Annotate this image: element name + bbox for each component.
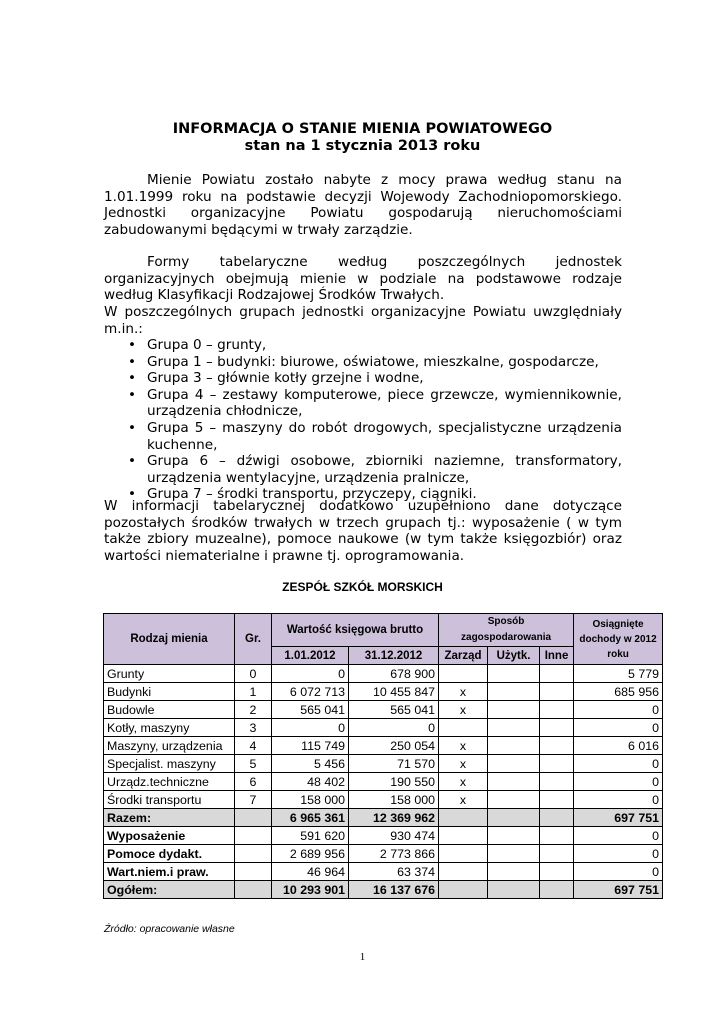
table-row xyxy=(104,755,663,773)
empty-cell xyxy=(235,881,272,899)
group-number: 6 xyxy=(235,773,272,791)
row-label: Specjalist. maszyny xyxy=(104,755,235,773)
header-inne: Inne xyxy=(540,647,574,665)
inne-mark xyxy=(540,665,574,683)
value-end: 678 900 xyxy=(349,665,439,683)
zarzad-mark: x xyxy=(439,701,488,719)
header-date-start: 1.01.2012 xyxy=(272,647,349,665)
page-number: 1 xyxy=(359,951,366,963)
value-end: 250 054 xyxy=(349,737,439,755)
inne-mark xyxy=(540,683,574,701)
empty-cell xyxy=(488,881,540,899)
list-item: • Grupa 3 – głównie kotły grzejne i wodne, xyxy=(104,370,622,387)
list-item: • Grupa 7 – środki transportu, przyczepy, ciągniki. xyxy=(104,486,622,503)
value-income: 6 016 xyxy=(574,737,663,755)
value-end: 10 455 847 xyxy=(349,683,439,701)
uzytk-mark xyxy=(488,737,540,755)
table-row xyxy=(104,737,663,755)
value-start: 158 000 xyxy=(272,791,349,809)
value-end: 63 374 xyxy=(349,863,439,881)
paragraph-groups-intro: W poszczególnych grupach jednostki organizacyjne Powiatu uwzględniały m.in.: xyxy=(104,304,622,337)
empty-cell xyxy=(439,881,488,899)
zarzad-mark xyxy=(439,719,488,737)
list-item: • Grupa 1 – budynki: biurowe, oświatowe, mieszkalne, gospodarcze, xyxy=(104,354,622,371)
value-income: 697 751 xyxy=(574,881,663,899)
inne-mark xyxy=(540,719,574,737)
paragraph-forms-text: Formy tabelaryczne według poszczególnych jednostek organizacyjnych obejmują mienie w podziale na podstawowe rodzaje według Klasyfikacji Rodzajowej Środków Trwałych. xyxy=(104,254,622,304)
value-income: 0 xyxy=(574,827,663,845)
empty-cell xyxy=(540,845,574,863)
header-sposob: Sposób zagospodarowania xyxy=(439,614,574,647)
empty-cell xyxy=(488,845,540,863)
empty-cell xyxy=(439,863,488,881)
empty-cell xyxy=(439,827,488,845)
table-row xyxy=(104,719,663,737)
table-row-ogolem xyxy=(104,881,663,899)
assets-table xyxy=(103,613,663,899)
table-row xyxy=(104,845,663,863)
value-end: 71 570 xyxy=(349,755,439,773)
empty-cell xyxy=(439,845,488,863)
inne-mark xyxy=(540,737,574,755)
uzytk-mark xyxy=(488,755,540,773)
empty-cell xyxy=(439,809,488,827)
empty-cell xyxy=(540,863,574,881)
source-note: Źródło: opracowanie własne xyxy=(104,923,235,935)
zarzad-mark: x xyxy=(439,755,488,773)
uzytk-mark xyxy=(488,701,540,719)
empty-cell xyxy=(540,809,574,827)
header-uzytk: Użytk. xyxy=(488,647,540,665)
inne-mark xyxy=(540,791,574,809)
value-income: 697 751 xyxy=(574,809,663,827)
list-item: • Grupa 0 – grunty, xyxy=(104,337,622,354)
value-end: 930 474 xyxy=(349,827,439,845)
row-label: Środki transportu xyxy=(104,791,235,809)
value-income: 0 xyxy=(574,773,663,791)
table-body xyxy=(104,665,663,809)
inne-mark xyxy=(540,773,574,791)
inne-mark xyxy=(540,701,574,719)
row-label: Ogółem: xyxy=(104,881,235,899)
zarzad-mark: x xyxy=(439,791,488,809)
empty-cell xyxy=(235,863,272,881)
header-gr: Gr. xyxy=(235,614,272,665)
value-income: 0 xyxy=(574,701,663,719)
value-end: 16 137 676 xyxy=(349,881,439,899)
uzytk-mark xyxy=(488,791,540,809)
table-row xyxy=(104,791,663,809)
paragraph-intro-text: Mienie Powiatu zostało nabyte z mocy prawa według stanu na 1.01.1999 roku na podstawie decyzji Wojewody Zachodniopomorskiego. Jednostki organizacyjne Powiatu gospodarują nieruchomościami zabudowanymi będącymi w trwały zarządzie. xyxy=(104,172,622,238)
empty-cell xyxy=(488,809,540,827)
row-label: Pomoce dydakt. xyxy=(104,845,235,863)
zarzad-mark: x xyxy=(439,773,488,791)
section-title: ZESPÓŁ SZKÓŁ MORSKICH xyxy=(282,580,443,594)
table-row xyxy=(104,683,663,701)
value-end: 12 369 962 xyxy=(349,809,439,827)
table-row xyxy=(104,665,663,683)
value-income: 0 xyxy=(574,863,663,881)
header-wartosc: Wartość księgowa brutto xyxy=(272,614,439,647)
uzytk-mark xyxy=(488,719,540,737)
value-end: 190 550 xyxy=(349,773,439,791)
group-number: 5 xyxy=(235,755,272,773)
value-income: 0 xyxy=(574,719,663,737)
uzytk-mark xyxy=(488,773,540,791)
header-zarzad: Zarząd xyxy=(439,647,488,665)
groups-list xyxy=(104,337,622,503)
value-income: 5 779 xyxy=(574,665,663,683)
value-start: 5 456 xyxy=(272,755,349,773)
list-item: • Grupa 5 – maszyny do robót drogowych, specjalistyczne urządzenia kuchenne, xyxy=(104,420,622,453)
value-start: 10 293 901 xyxy=(272,881,349,899)
value-end: 0 xyxy=(349,719,439,737)
row-label: Maszyny, urządzenia xyxy=(104,737,235,755)
row-label: Kotły, maszyny xyxy=(104,719,235,737)
empty-cell xyxy=(235,845,272,863)
empty-cell xyxy=(540,881,574,899)
value-income: 0 xyxy=(574,845,663,863)
uzytk-mark xyxy=(488,683,540,701)
value-end: 565 041 xyxy=(349,701,439,719)
list-item: • Grupa 6 – dźwigi osobowe, zbiorniki naziemne, transformatory, urządzenia wentylacyjne, urządzenia pralnicze, xyxy=(104,453,622,486)
inne-mark xyxy=(540,755,574,773)
empty-cell xyxy=(488,863,540,881)
value-start: 48 402 xyxy=(272,773,349,791)
table-row xyxy=(104,773,663,791)
row-label: Wart.niem.i praw. xyxy=(104,863,235,881)
page-title: INFORMACJA O STANIE MIENIA POWIATOWEGO xyxy=(172,121,553,137)
row-label: Budowle xyxy=(104,701,235,719)
group-number: 7 xyxy=(235,791,272,809)
value-income: 685 956 xyxy=(574,683,663,701)
value-start: 0 xyxy=(272,719,349,737)
header-date-end: 31.12.2012 xyxy=(349,647,439,665)
paragraph-intro xyxy=(104,172,622,238)
paragraph-table-info: W informacji tabelarycznej dodatkowo uzupełniono dane dotyczące pozostałych środków trwałych w trzech grupach tj.: wyposażenie ( w tym także zbiory muzealne), pomoce naukowe (w tym także księgozbiór) oraz wartości niematerialne i prawne tj. oprogramowania. xyxy=(104,498,622,564)
value-start: 6 072 713 xyxy=(272,683,349,701)
value-start: 46 964 xyxy=(272,863,349,881)
empty-cell xyxy=(540,827,574,845)
group-number: 4 xyxy=(235,737,272,755)
header-dochody: Osiągnięte dochody w 2012 roku xyxy=(574,614,663,665)
value-end: 158 000 xyxy=(349,791,439,809)
value-start: 6 965 361 xyxy=(272,809,349,827)
value-income: 0 xyxy=(574,755,663,773)
list-item: • Grupa 4 – zestawy komputerowe, piece grzewcze, wymiennikownie, urządzenia chłodnicze, xyxy=(104,387,622,420)
table-row xyxy=(104,827,663,845)
value-start: 591 620 xyxy=(272,827,349,845)
empty-cell xyxy=(488,827,540,845)
row-label: Razem: xyxy=(104,809,235,827)
table-row xyxy=(104,701,663,719)
value-start: 2 689 956 xyxy=(272,845,349,863)
row-label: Grunty xyxy=(104,665,235,683)
group-number: 3 xyxy=(235,719,272,737)
row-label: Wyposażenie xyxy=(104,827,235,845)
group-number: 1 xyxy=(235,683,272,701)
uzytk-mark xyxy=(488,665,540,683)
table-row xyxy=(104,863,663,881)
group-number: 2 xyxy=(235,701,272,719)
value-end: 2 773 866 xyxy=(349,845,439,863)
value-start: 0 xyxy=(272,665,349,683)
empty-cell xyxy=(235,809,272,827)
value-start: 115 749 xyxy=(272,737,349,755)
row-label: Budynki xyxy=(104,683,235,701)
value-start: 565 041 xyxy=(272,701,349,719)
zarzad-mark: x xyxy=(439,683,488,701)
zarzad-mark: x xyxy=(439,737,488,755)
header-rodzaj: Rodzaj mienia xyxy=(104,614,235,665)
table-extra-body xyxy=(104,827,663,881)
group-number: 0 xyxy=(235,665,272,683)
empty-cell xyxy=(235,827,272,845)
value-income: 0 xyxy=(574,791,663,809)
page-subtitle: stan na 1 stycznia 2013 roku xyxy=(244,138,481,154)
row-label: Urządz.techniczne xyxy=(104,773,235,791)
zarzad-mark xyxy=(439,665,488,683)
table-row-razem xyxy=(104,809,663,827)
paragraph-forms xyxy=(104,254,622,304)
